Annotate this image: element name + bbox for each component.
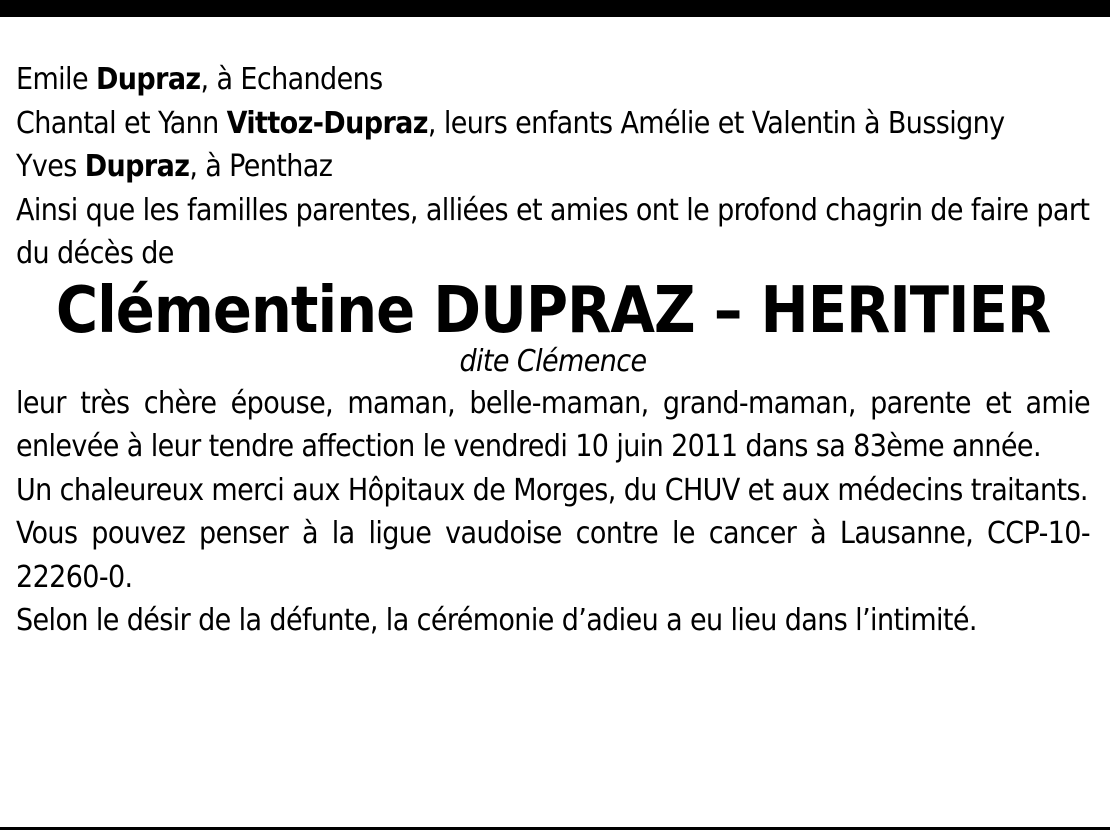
ceremony-paragraph: Selon le désir de la défunte, la cérémonie d’adieu a eu lieu dans l’intimité.: [16, 603, 977, 638]
family-location: , à Penthaz: [189, 149, 333, 184]
family-first-name: Chantal et Yann: [16, 105, 219, 141]
family-last-name: Dupraz: [95, 62, 201, 97]
deceased-nickname: dite Clémence: [459, 343, 647, 379]
family-location: , leurs enfants Amélie et Valentin à Bussigny: [427, 105, 1005, 141]
thanks-paragraph: Un chaleureux merci aux Hôpitaux de Morges, du CHUV et aux médecins traitants.: [16, 472, 1088, 508]
donation-paragraph: Vous pouvez penser à la ligue vaudoise contre le cancer à Lausanne, CCP-10-22260-0.: [16, 516, 1090, 595]
family-first-name: Emile: [16, 62, 88, 97]
family-last-name: Dupraz: [84, 149, 190, 184]
tribute-paragraph: leur très chère épouse, maman, belle-maman, grand-maman, parente et amie enlevée à leur tendre affection le vendredi 10 juin 2011 dans sa 83ème année.: [16, 385, 1090, 464]
family-line-yves: [16, 145, 1090, 189]
death-notice: [16, 58, 1090, 643]
announcement-text: Ainsi que les familles parentes, alliées et amies ont le profond chagrin de faire part du décès de: [16, 192, 1090, 271]
family-location: , à Echandens: [200, 62, 383, 97]
bottom-border-rule: [0, 827, 1110, 830]
top-border-bar: [0, 0, 1110, 17]
family-last-name: Vittoz-Dupraz: [226, 105, 428, 141]
deceased-name: Clémentine DUPRAZ – HERITIER: [55, 273, 1051, 348]
family-first-name: Yves: [16, 149, 77, 184]
family-line-emile: [16, 58, 1090, 102]
family-line-chantal-yann: [16, 102, 1090, 146]
